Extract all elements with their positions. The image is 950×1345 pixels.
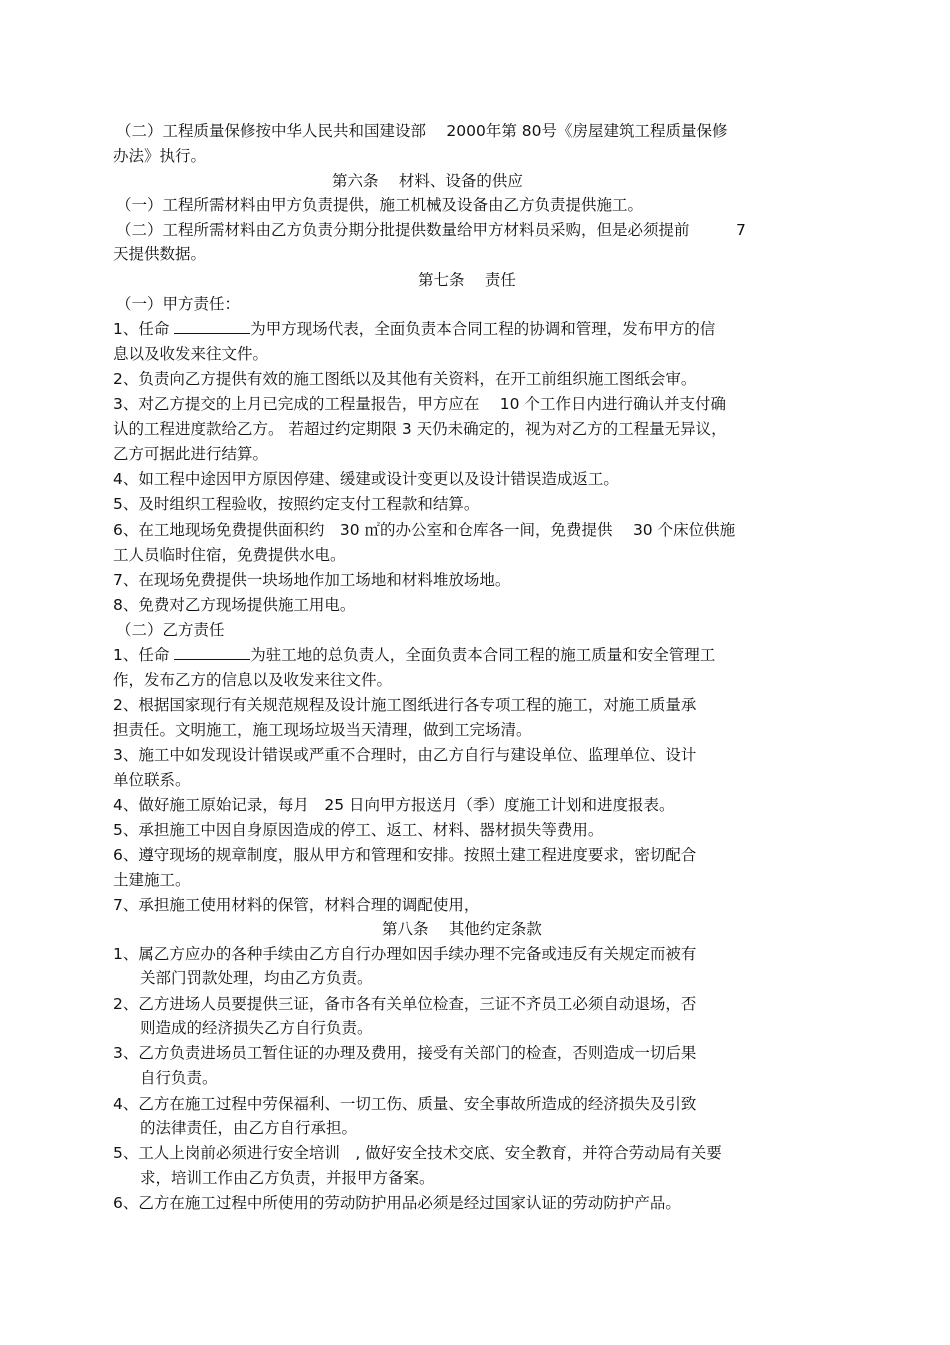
article-6-title: 第六条 材料、设备的供应 (332, 172, 523, 190)
party-b-item-6: 6、遵守现场的规章制度，服从甲方和管理和安排。按照土建工程进度要求，密切配合 (113, 846, 697, 864)
blank-underline (174, 645, 250, 660)
party-a-heading: （一）甲方责任： (116, 295, 241, 313)
item-text: 1、任命 (113, 320, 175, 338)
other-clause-3: 3、乙方负责进场员工暂住证的办理及费用，接受有关部门的检查，否则造成一切后果 (113, 1044, 697, 1062)
party-a-item-2: 2、负责向乙方提供有效的施工图纸以及其他有关资料，在开工前组织施工图纸会审。 (113, 370, 697, 388)
party-a-item-6: 6、在工地现场免费提供面积约 30 ㎡的办公室和仓库各一间，免费提供 30 个床位供施 (113, 521, 736, 539)
other-clause-2: 2、乙方进场人员要提供三证，备市各有关单位检查，三证不齐员工必须自动退场，否 (113, 995, 697, 1013)
party-b-item-2-cont: 担责任。文明施工，施工现场垃圾当天清理，做到工完场清。 (113, 721, 532, 739)
other-clause-5: 5、工人上岗前必须进行安全培训 , 做好安全技术交底、安全教育，并符合劳动局有关要 (113, 1144, 722, 1162)
art6-clause2-line2: 天提供数据。 (113, 245, 207, 263)
party-a-item-3: 3、对乙方提交的上月已完成的工程量报告，甲方应在 10 个工作日内进行确认并支付确 (113, 395, 726, 413)
other-clause-5-cont: 求，培训工作由乙方负责，并报甲方备案。 (140, 1169, 435, 1187)
party-b-item-3-cont: 单位联系。 (113, 771, 191, 789)
party-a-item-6-cont: 工人员临时住宿，免费提供水电。 (113, 546, 346, 564)
other-clause-1: 1、属乙方应办的各种手续由乙方自行办理如因手续办理不完备或违反有关规定而被有 (113, 945, 697, 963)
party-b-item-1-cont: 作，发布乙方的信息以及收发来往文件。 (113, 671, 393, 689)
party-a-item-7: 7、在现场免费提供一块场地作加工场地和材料堆放场地。 (113, 571, 511, 589)
party-b-item-4: 4、做好施工原始记录，每月 25 日向甲方报送月（季）度施工计划和进度报表。 (113, 796, 675, 814)
item-text: 1、任命 (113, 646, 175, 664)
party-a-item-3-cont2: 乙方可据此进行结算。 (113, 445, 269, 463)
party-a-item-1 (113, 319, 715, 339)
other-clause-4: 4、乙方在施工过程中劳保福利、一切工伤、质量、安全事故所造成的经济损失及引致 (113, 1095, 697, 1113)
art5-clause2-line1: （二）工程质量保修按中华人民共和国建设部 2000年第 80号《房屋建筑工程质量保修 (116, 122, 728, 140)
article-8-title: 第八条 其他约定条款 (382, 920, 542, 938)
art6-clause1: （一）工程所需材料由甲方负责提供，施工机械及设备由乙方负责提供施工。 (116, 196, 644, 214)
party-b-item-3: 3、施工中如发现设计错误或严重不合理时，由乙方自行与建设单位、监理单位、设计 (113, 746, 697, 764)
article-7-title: 第七条 责任 (418, 271, 516, 289)
party-b-item-2: 2、根据国家现行有关规范规程及设计施工图纸进行各专项工程的施工，对施工质量承 (113, 696, 697, 714)
other-clause-6: 6、乙方在施工过程中所使用的劳动防护用品必须是经过国家认证的劳动防护产品。 (113, 1194, 681, 1212)
party-a-item-8: 8、免费对乙方现场提供施工用电。 (113, 596, 356, 614)
item-text: 为驻工地的总负责人，全面负责本合同工程的施工质量和安全管理工 (250, 646, 716, 664)
party-b-heading: （二）乙方责任 (116, 621, 225, 639)
other-clause-2-cont: 则造成的经济损失乙方自行负责。 (140, 1019, 373, 1037)
party-a-item-3-cont: 认的工程进度款给乙方。 若超过约定期限 3 天仍未确定的，视为对乙方的工程量无异议， (113, 420, 727, 438)
other-clause-3-cont: 自行负责。 (140, 1069, 218, 1087)
blank-underline (174, 319, 250, 334)
party-a-item-1-cont: 息以及收发来往文件。 (113, 345, 269, 363)
party-a-item-4: 4、如工程中途因甲方原因停建、缓建或设计变更以及设计错误造成返工。 (113, 470, 619, 488)
art5-clause2-line2: 办法》执行。 (113, 147, 207, 165)
other-clause-4-cont: 的法律责任，由乙方自行承担。 (140, 1119, 358, 1137)
party-b-item-6-cont: 土建施工。 (113, 871, 191, 889)
art6-clause2-line1: （二）工程所需材料由乙方负责分期分批提供数量给甲方材料员采购，但是必须提前 7 (116, 221, 746, 239)
item-text: 为甲方现场代表，全面负责本合同工程的协调和管理，发布甲方的信 (250, 320, 716, 338)
party-b-item-1 (113, 645, 715, 665)
party-b-item-5: 5、承担施工中因自身原因造成的停工、返工、材料、器材损失等费用。 (113, 821, 604, 839)
party-b-item-7: 7、承担施工使用材料的保管，材料合理的调配使用， (113, 896, 480, 914)
party-a-item-5: 5、及时组织工程验收，按照约定支付工程款和结算。 (113, 495, 480, 513)
other-clause-1-cont: 关部门罚款处理，均由乙方负责。 (140, 969, 373, 987)
